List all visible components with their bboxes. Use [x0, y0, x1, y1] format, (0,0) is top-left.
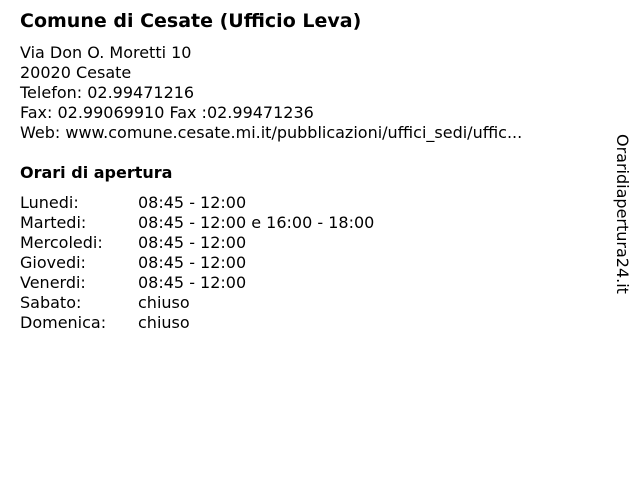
day-hours: 08:45 - 12:00 [138, 253, 247, 272]
day-hours: 08:45 - 12:00 [138, 233, 247, 252]
brand-label: Oraridiapertura24.it [613, 134, 632, 294]
hours-row-monday [20, 193, 374, 213]
hours-row-saturday [20, 293, 374, 313]
day-hours: chiuso [138, 313, 190, 332]
day-hours: 08:45 - 12:00 e 16:00 - 18:00 [138, 213, 375, 232]
day-label: Lunedi: [20, 193, 79, 212]
day-label: Martedi: [20, 213, 87, 232]
opening-hours-list [20, 193, 374, 333]
day-label: Domenica: [20, 313, 107, 332]
opening-hours-heading: Orari di apertura [20, 163, 173, 182]
hours-row-sunday [20, 313, 374, 333]
hours-row-friday [20, 273, 374, 293]
city-line: 20020 Cesate [20, 63, 132, 82]
hours-row-wednesday [20, 233, 374, 253]
address-block [20, 43, 522, 143]
phone-line: Telefon: 02.99471216 [20, 83, 195, 102]
day-label: Mercoledi: [20, 233, 103, 252]
day-label: Venerdi: [20, 273, 86, 292]
day-label: Giovedi: [20, 253, 86, 272]
hours-row-tuesday [20, 213, 374, 233]
brand-watermark [612, 134, 636, 314]
page-title: Comune di Cesate (Ufficio Leva) [20, 10, 362, 32]
day-label: Sabato: [20, 293, 82, 312]
fax-line: Fax: 02.99069910 Fax :02.99471236 [20, 103, 314, 122]
day-hours: 08:45 - 12:00 [138, 273, 247, 292]
day-hours: 08:45 - 12:00 [138, 193, 247, 212]
street-address: Via Don O. Moretti 10 [20, 43, 192, 62]
hours-row-thursday [20, 253, 374, 273]
day-hours: chiuso [138, 293, 190, 312]
web-line: Web: www.comune.cesate.mi.it/pubblicazioni/uffici_sedi/uffic... [20, 123, 523, 142]
